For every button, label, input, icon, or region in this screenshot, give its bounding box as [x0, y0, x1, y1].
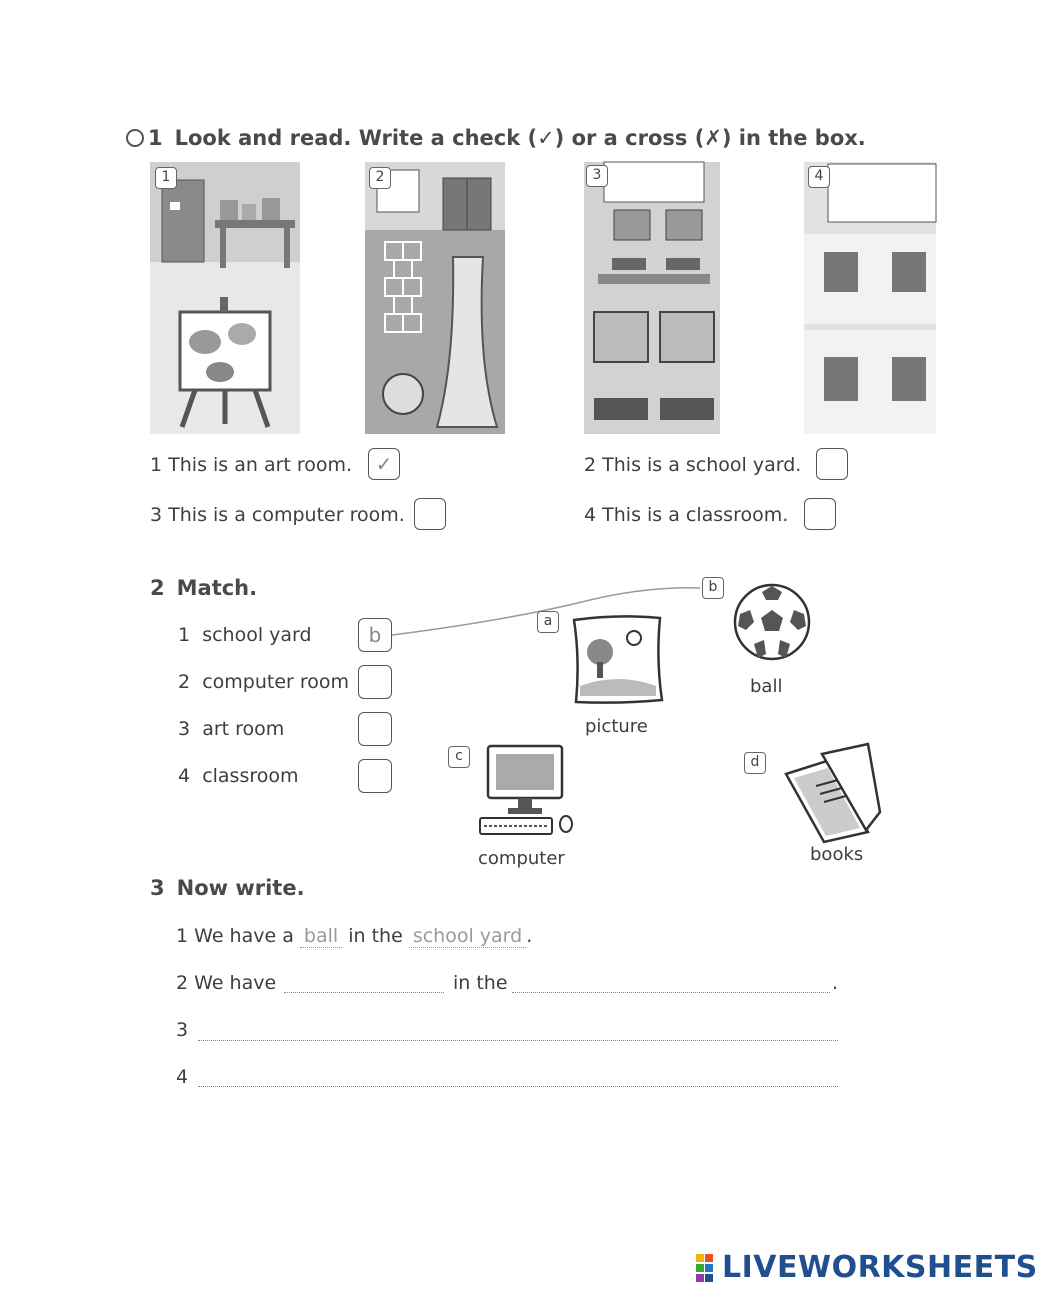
- line-middle: in the: [348, 925, 403, 947]
- check-box-3[interactable]: [414, 498, 446, 530]
- option-caption: picture: [585, 716, 648, 737]
- sentence-1: [150, 454, 352, 476]
- sentence-number: 3: [150, 504, 163, 526]
- books-icon: [772, 740, 884, 844]
- exercise3-number: 3: [150, 876, 165, 900]
- line-prefix: We have a: [194, 925, 294, 947]
- match-item-3: [178, 718, 284, 740]
- check-box-4[interactable]: [804, 498, 836, 530]
- sentence-text: This is an art room.: [168, 454, 353, 476]
- match-text: school yard: [202, 624, 312, 646]
- exercise1-number: 1: [148, 126, 163, 150]
- line-number: 4: [176, 1066, 189, 1088]
- answer-line-4[interactable]: [198, 1086, 838, 1087]
- option-caption: books: [810, 844, 864, 865]
- sentence-4: [584, 504, 788, 526]
- option-caption: ball: [750, 676, 783, 697]
- sentence-3: [150, 504, 405, 526]
- match-text: art room: [202, 718, 285, 740]
- exercise2-instruction: Match.: [176, 576, 258, 600]
- match-number: 1: [178, 624, 191, 646]
- sentence-text: This is a computer room.: [168, 504, 405, 526]
- answer-line-3[interactable]: [198, 1040, 838, 1041]
- match-item-2: [178, 671, 349, 693]
- match-box-3[interactable]: [358, 712, 392, 746]
- write-line-1: [176, 925, 532, 947]
- option-letter: b: [702, 577, 724, 599]
- option-letter: c: [448, 746, 470, 768]
- image-label: 4: [808, 166, 830, 188]
- match-text: computer room: [202, 671, 350, 693]
- picture-icon: [570, 612, 666, 706]
- line-middle: in the: [453, 972, 508, 994]
- computer-room-image: [584, 162, 720, 434]
- line-number: 1: [176, 925, 189, 947]
- check-box-1[interactable]: ✓: [368, 448, 400, 480]
- image-label: 1: [155, 167, 177, 189]
- sentence-text: This is a school yard.: [602, 454, 802, 476]
- exercise1-heading: [126, 126, 866, 150]
- exercise2-heading: [150, 576, 257, 600]
- match-number: 4: [178, 765, 191, 787]
- match-text: classroom: [202, 765, 299, 787]
- answer-blank-1[interactable]: ball: [300, 925, 342, 948]
- line-number: 2: [176, 972, 189, 994]
- exercise3-heading: [150, 876, 305, 900]
- write-line-2: [176, 972, 276, 994]
- option-letter: d: [744, 752, 766, 774]
- match-number: 2: [178, 671, 191, 693]
- liveworksheets-logo-icon: [696, 1254, 722, 1282]
- line-prefix: We have: [194, 972, 277, 994]
- match-item-1: [178, 624, 312, 646]
- exercise2-number: 2: [150, 576, 165, 600]
- line-number: 3: [176, 1019, 189, 1041]
- footer-brand: LIVEWORKSHEETS: [722, 1250, 1038, 1285]
- line-suffix: .: [832, 972, 839, 994]
- answer-blank-4[interactable]: [512, 992, 830, 993]
- exercise3-instruction: Now write.: [176, 876, 305, 900]
- sentence-number: 2: [584, 454, 597, 476]
- match-box-2[interactable]: [358, 665, 392, 699]
- answer-blank-2[interactable]: school yard: [409, 925, 526, 948]
- school-yard-image: [365, 162, 505, 434]
- option-letter: a: [537, 611, 559, 633]
- computer-icon: [474, 742, 584, 838]
- image-label: 2: [369, 167, 391, 189]
- sentence-number: 1: [150, 454, 163, 476]
- classroom-image: [804, 162, 936, 434]
- sentence-2: [584, 454, 801, 476]
- ball-icon: [732, 582, 812, 662]
- exercise1-instruction: Look and read. Write a check (✓) or a cross (✗) in the box.: [174, 126, 866, 150]
- sentence-text: This is a classroom.: [602, 504, 789, 526]
- match-item-4: [178, 765, 299, 787]
- match-box-4[interactable]: [358, 759, 392, 793]
- headphones-audio-icon: [126, 129, 144, 147]
- match-box-1[interactable]: b: [358, 618, 392, 652]
- line-suffix: .: [526, 925, 533, 947]
- check-box-2[interactable]: [816, 448, 848, 480]
- option-caption: computer: [478, 848, 565, 869]
- match-number: 3: [178, 718, 191, 740]
- answer-blank-3[interactable]: [284, 992, 444, 993]
- art-room-image: [150, 162, 300, 434]
- image-label: 3: [586, 165, 608, 187]
- sentence-number: 4: [584, 504, 597, 526]
